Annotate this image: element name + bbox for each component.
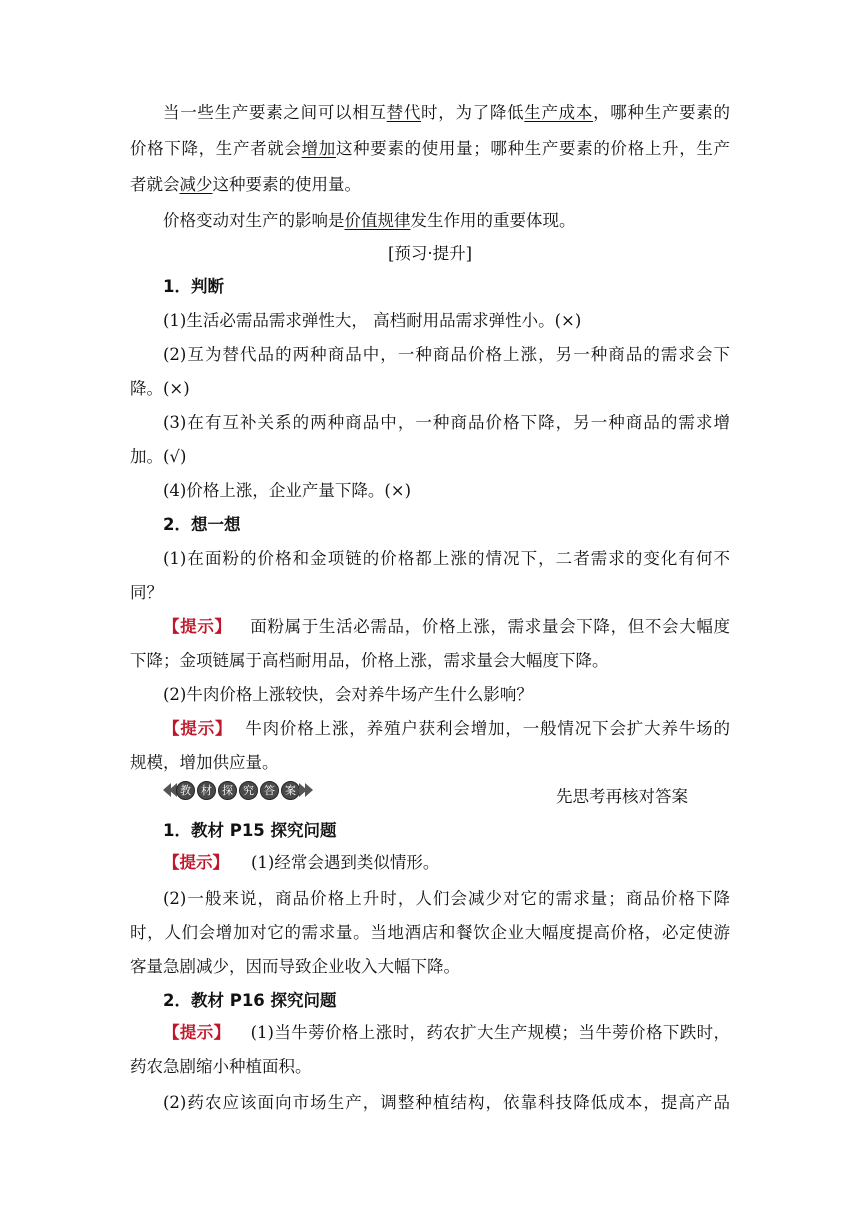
textbook-answer-banner — [163, 779, 313, 801]
think-heading: 2．想一想 — [163, 515, 241, 534]
tb1-heading: 1．教材 P15 探究问题 — [163, 821, 337, 840]
hint-label: 【提示】 — [163, 853, 229, 872]
tb1-hint-2-line-2: 时，人们会增加对它的需求量。当地酒店和餐饮企业大幅度提高价格，必定使游 — [130, 923, 730, 942]
hint-label: 【提示】 — [163, 617, 232, 636]
hint-label: 【提示】 — [163, 719, 233, 738]
tb2-hint-1-line-2: 药农急剧缩小种植面积。 — [130, 1057, 312, 1076]
banner-char: 探 — [218, 781, 237, 800]
tb1-hint-1: 【提示】 (1)经常会遇到类似情形。 — [163, 853, 440, 872]
judge-q2-line-2: 降。(×) — [130, 379, 190, 398]
think-hint-2-line-2: 规模，增加供应量。 — [130, 753, 279, 772]
term-decrease: 减少 — [179, 175, 213, 194]
think-hint-1-line-1: 【提示】 面粉属于生活必需品，价格上涨，需求量会下降，但不会大幅度 — [163, 617, 730, 636]
tb2-heading: 2．教材 P16 探究问题 — [163, 991, 337, 1010]
banner-char: 教 — [176, 781, 195, 800]
banner-char: 究 — [239, 781, 258, 800]
tb1-hint-2-line-3: 客量急剧减少，因而导致企业收入大幅下降。 — [130, 957, 460, 976]
judge-q3-line-1: (3)在有互补关系的两种商品中，一种商品价格下降，另一种商品的需求增 — [163, 413, 730, 432]
para-value-law: 价格变动对生产的影响是价值规律发生作用的重要体现。 — [163, 211, 576, 230]
para-intro-line-2: 价格下降，生产者就会增加这种要素的使用量；哪种生产要素的价格上升，生产 — [130, 139, 731, 158]
term-substitute: 替代 — [386, 103, 422, 122]
banner-char: 答 — [260, 781, 279, 800]
banner-char: 材 — [197, 781, 216, 800]
think-q1-line-2: 同？ — [130, 583, 163, 602]
term-increase: 增加 — [301, 139, 336, 158]
hint-label: 【提示】 — [163, 1023, 231, 1042]
judge-q1: (1)生活必需品需求弹性大， 高档耐用品需求弹性小。(×) — [163, 311, 582, 330]
tb2-hint-2-line-1: (2)药农应该面向市场生产，调整种植结构，依靠科技降低成本，提高产品 — [163, 1093, 730, 1112]
judge-heading: 1．判断 — [163, 277, 224, 296]
judge-q2-line-1: (2)互为替代品的两种商品中，一种商品价格上涨，另一种商品的需求会下 — [163, 345, 730, 364]
banner-char: 案 — [281, 781, 300, 800]
double-right-arrow-icon — [305, 783, 313, 797]
think-q1-line-1: (1)在面粉的价格和金项链的价格都上涨的情况下，二者需求的变化有何不 — [163, 549, 730, 568]
para-intro-line-3: 者就会减少这种要素的使用量。 — [130, 175, 361, 194]
tb2-hint-1-line-1: 【提示】 (1)当牛蒡价格上涨时，药农扩大生产规模；当牛蒡价格下跌时， — [163, 1023, 731, 1042]
tb1-hint-2-line-1: (2)一般来说，商品价格上升时，人们会减少对它的需求量；商品价格下降 — [163, 889, 730, 908]
section-title: [预习·提升] — [387, 244, 473, 263]
para-intro-line-1: 当一些生产要素之间可以相互替代时，为了降低生产成本，哪种生产要素的 — [163, 103, 730, 122]
think-hint-2-line-1: 【提示】 牛肉价格上涨，养殖户获利会增加，一般情况下会扩大养牛场的 — [163, 719, 730, 738]
judge-q4: (4)价格上涨，企业产量下降。(×) — [163, 481, 412, 500]
term-value-law: 价值规律 — [344, 211, 411, 230]
think-hint-1-line-2: 下降；金项链属于高档耐用品，价格上涨，需求量会大幅度下降。 — [130, 651, 609, 670]
term-production-cost: 生产成本 — [524, 103, 594, 122]
think-q2: (2)牛肉价格上涨较快，会对养牛场产生什么影响？ — [163, 685, 533, 704]
judge-q3-line-2: 加。(√) — [130, 447, 187, 466]
banner-side-text: 先思考再核对答案 — [556, 787, 688, 806]
